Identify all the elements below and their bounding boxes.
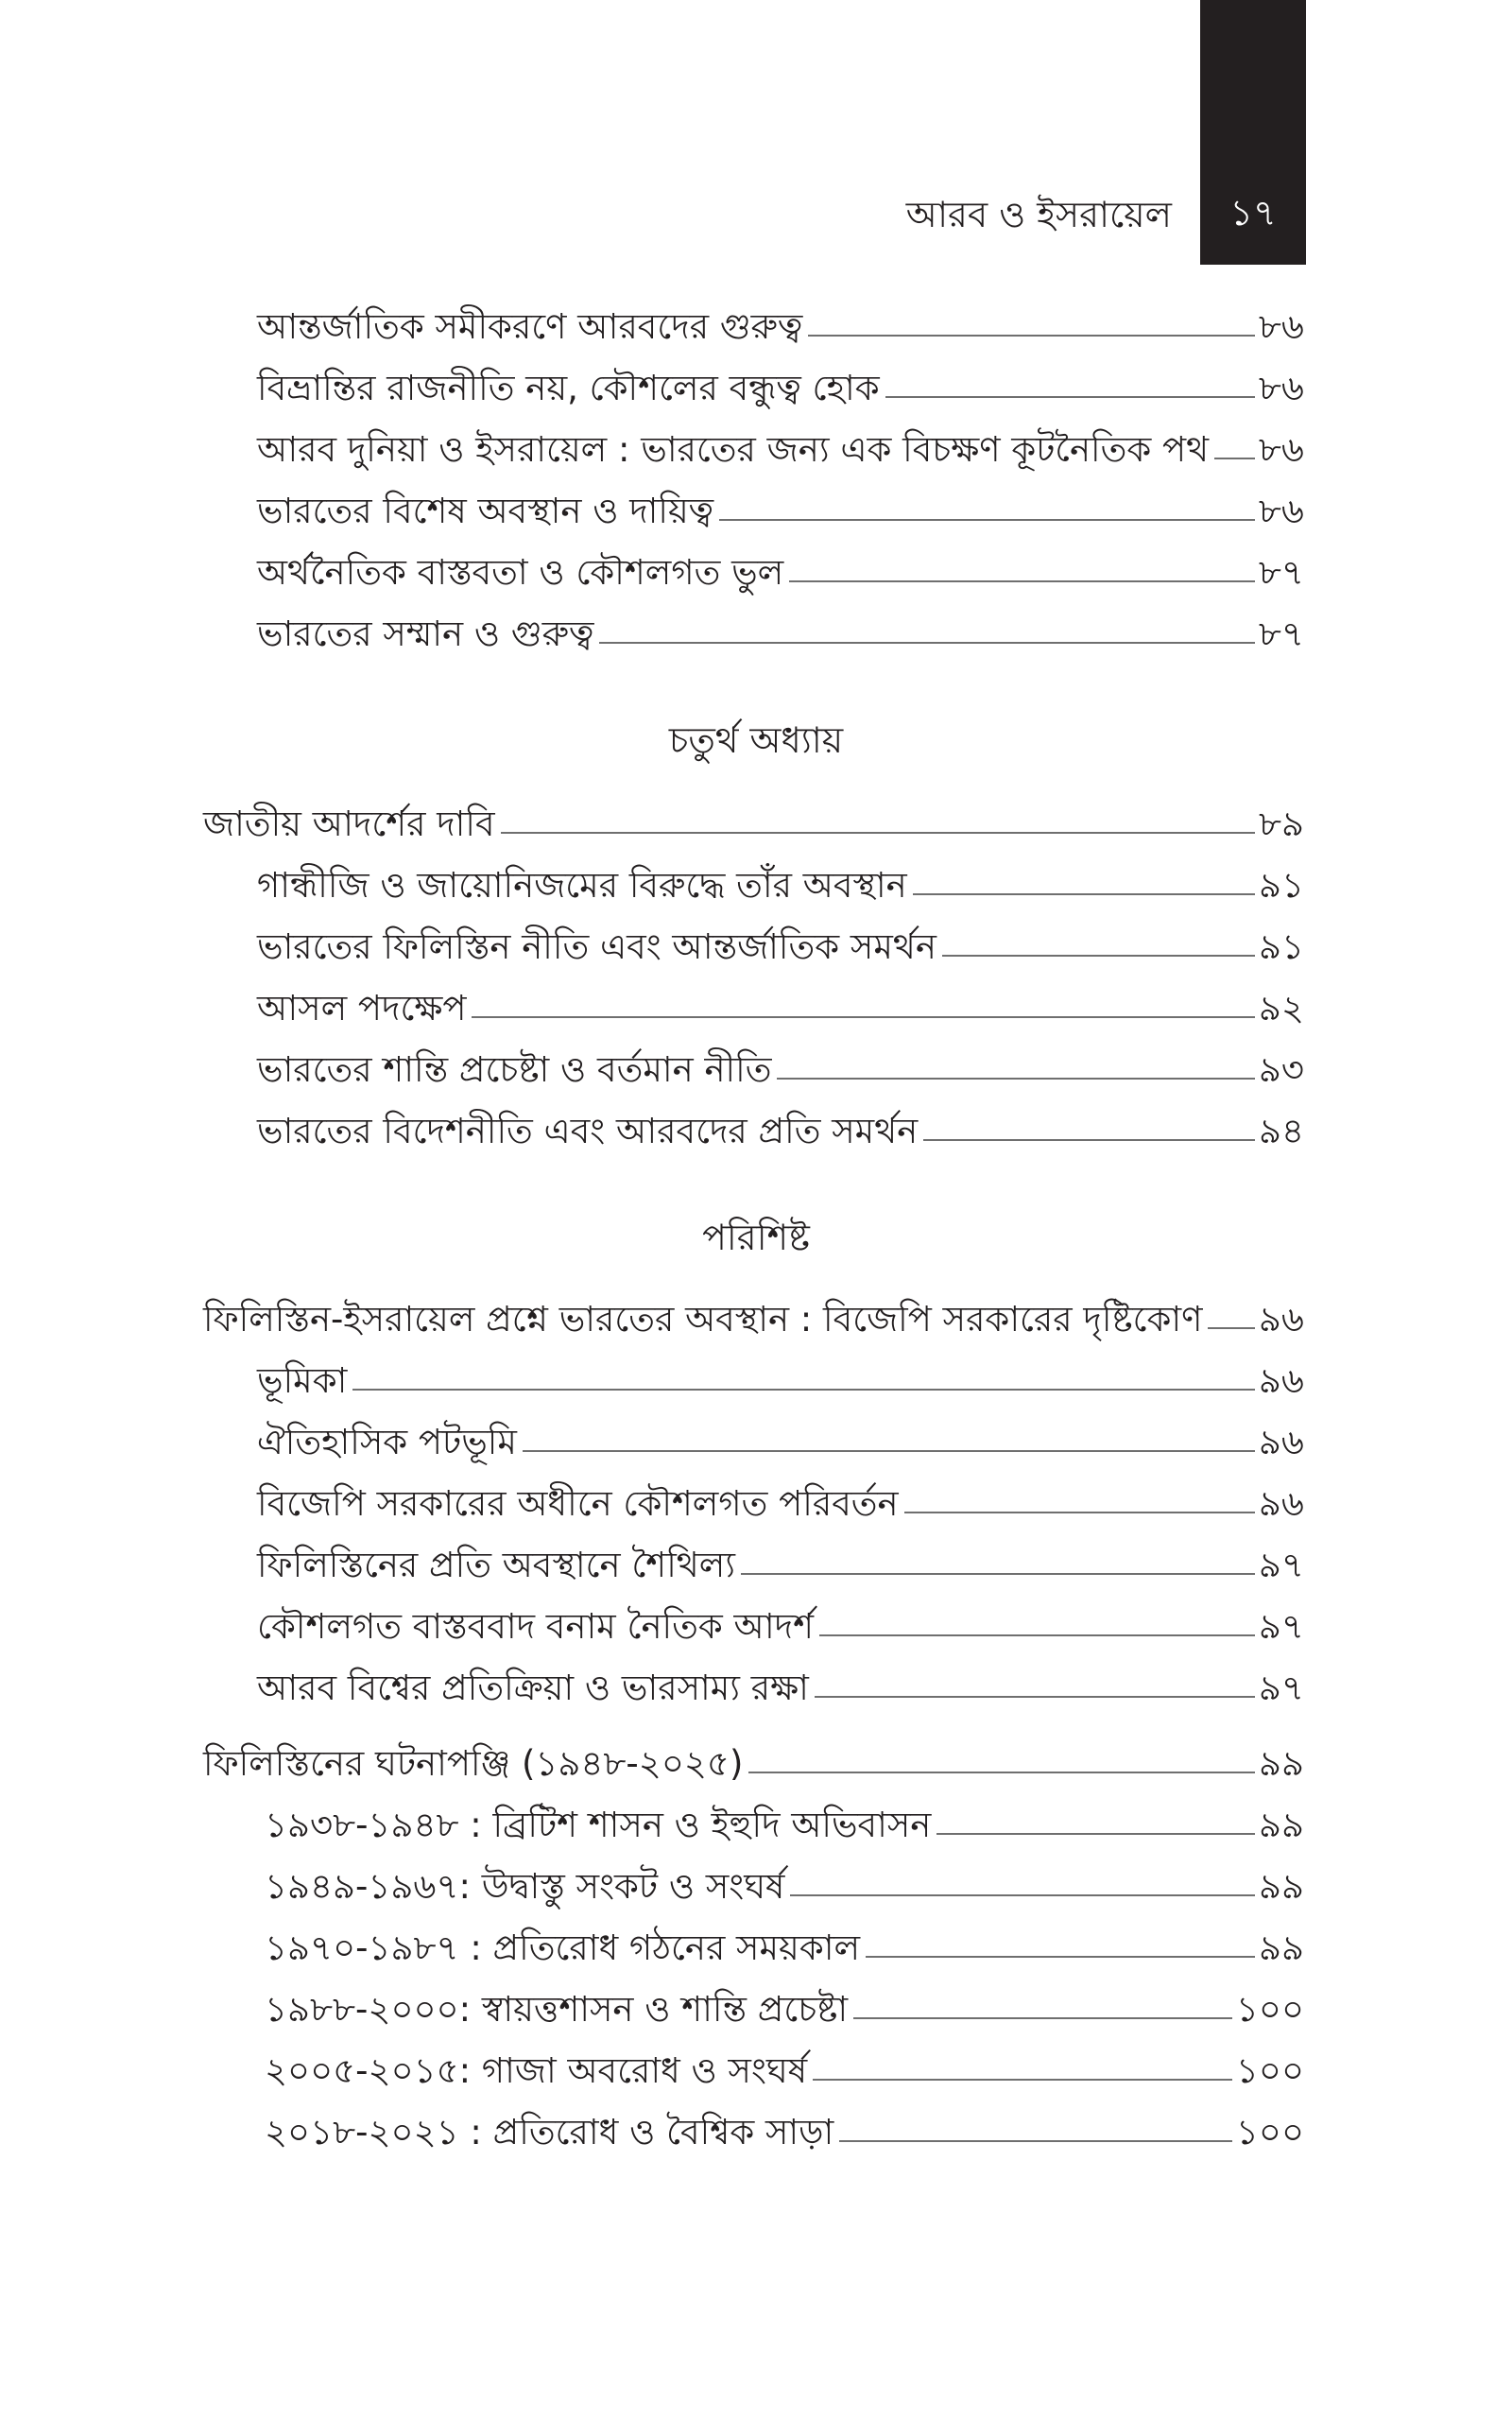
toc-entry[interactable] — [257, 1098, 1304, 1156]
toc-entry-page: ৮৭ — [1258, 614, 1304, 654]
toc-entry[interactable] — [257, 1593, 1304, 1651]
dot-leader — [815, 1696, 1255, 1698]
toc-entry-title: ভারতের সম্মান ও গুরুত্ব — [257, 614, 594, 654]
toc-entry-page: ১০০ — [1235, 2050, 1304, 2091]
toc-entry-page: ৯৯ — [1258, 1805, 1304, 1845]
dot-leader — [942, 955, 1255, 957]
toc-entry[interactable] — [257, 416, 1304, 475]
toc-entry[interactable] — [257, 293, 1304, 352]
dot-leader — [523, 1450, 1255, 1452]
toc-entry-page: ১০০ — [1235, 2112, 1304, 2152]
dot-leader — [913, 893, 1255, 895]
toc-entry[interactable] — [257, 1409, 1304, 1467]
toc-entry-page: ১০০ — [1235, 1989, 1304, 2030]
toc-entry-page: ৯১ — [1258, 926, 1304, 967]
toc-entry-page: ৯৭ — [1258, 1545, 1304, 1585]
toc-entry-page: ৯৯ — [1258, 1866, 1304, 1907]
toc-entry-page: ৯৬ — [1258, 1299, 1304, 1340]
toc-entry-page: ৯৭ — [1258, 1606, 1304, 1647]
toc-entry-main[interactable] — [203, 1286, 1304, 1344]
toc-entry-main[interactable] — [203, 1730, 1304, 1789]
toc-entry-title: অর্থনৈতিক বাস্তবতা ও কৌশলগত ভুল — [257, 552, 784, 593]
toc-entry-title: ১৯৪৯-১৯৬৭: উদ্বাস্তু সংকট ও সংঘর্ষ — [265, 1866, 785, 1907]
toc-entry[interactable] — [257, 1531, 1304, 1590]
dot-leader — [1214, 458, 1255, 459]
toc-entry[interactable] — [257, 852, 1304, 910]
dot-leader — [789, 580, 1255, 582]
running-header-title: আরব ও ইসরায়েল — [905, 194, 1172, 235]
toc-entry-title: ভূমিকা — [257, 1360, 348, 1401]
toc-entry[interactable] — [265, 2099, 1304, 2157]
toc-entry-title: ঐতিহাসিক পটভূমি — [257, 1422, 517, 1462]
dot-leader — [472, 1016, 1254, 1018]
dot-leader — [936, 1833, 1255, 1835]
dot-leader — [748, 1772, 1255, 1773]
toc-entry-page: ৯৬ — [1258, 1360, 1304, 1401]
toc-entry[interactable] — [257, 1470, 1304, 1529]
toc-entry-page: ৮৬ — [1258, 368, 1304, 408]
toc-entry-title: ভারতের বিশেষ অবস্থান ও দায়িত্ব — [257, 491, 714, 531]
dot-leader — [839, 2140, 1232, 2142]
dot-leader — [904, 1512, 1255, 1513]
dot-leader — [501, 832, 1255, 834]
toc-entry-title: ফিলিস্তিনের ঘটনাপঞ্জি (১৯৪৮-২০২৫) — [203, 1743, 744, 1784]
toc-entry-title: ২০১৮-২০২১ : প্রতিরোধ ও বৈশ্বিক সাড়া — [265, 2112, 834, 2152]
toc-entry-title: ভারতের শান্তি প্রচেষ্টা ও বর্তমান নীতি — [257, 1049, 772, 1090]
page-number: ১৭ — [1229, 192, 1277, 233]
toc-entry-title: আরব বিশ্বের প্রতিক্রিয়া ও ভারসাম্য রক্ষা — [257, 1668, 809, 1708]
dot-leader — [808, 335, 1255, 337]
dot-leader — [819, 1634, 1255, 1636]
toc-entry-page: ৯৩ — [1258, 1049, 1304, 1090]
appendix-heading: পরিশিষ্ট — [702, 1217, 810, 1258]
toc-entry-title: ভারতের বিদেশনীতি এবং আরবদের প্রতি সমর্থন — [257, 1111, 919, 1151]
toc-entry-title: ১৯৩৮-১৯৪৮ : ব্রিটিশ শাসন ও ইহুদি অভিবাসন — [265, 1805, 932, 1845]
toc-entry[interactable] — [257, 1347, 1304, 1406]
toc-entry[interactable] — [257, 1654, 1304, 1713]
dot-leader — [923, 1139, 1255, 1141]
toc-entry-page: ৯৯ — [1258, 1927, 1304, 1968]
dot-leader — [885, 396, 1255, 398]
toc-entry-main[interactable] — [203, 790, 1304, 849]
toc-entry-title: ফিলিস্তিনের প্রতি অবস্থানে শৈথিল্য — [257, 1545, 736, 1585]
toc-entry-page: ৯৬ — [1258, 1422, 1304, 1462]
toc-entry[interactable] — [257, 1036, 1304, 1095]
toc-entry-title: ভারতের ফিলিস্তিন নীতি এবং আন্তর্জাতিক সমর্থন — [257, 926, 936, 967]
toc-entry[interactable] — [257, 600, 1304, 659]
dot-leader — [719, 519, 1255, 521]
toc-entry[interactable] — [257, 913, 1304, 972]
toc-entry[interactable] — [265, 1914, 1304, 1973]
toc-entry-page: ৯৯ — [1258, 1743, 1304, 1784]
toc-entry[interactable] — [265, 1853, 1304, 1911]
toc-entry-title: আন্তর্জাতিক সমীকরণে আরবদের গুরুত্ব — [257, 306, 803, 347]
toc-entry-title: কৌশলগত বাস্তববাদ বনাম নৈতিক আদর্শ — [257, 1606, 815, 1647]
toc-entry-title: ১৯৮৮-২০০০: স্বায়ত্তশাসন ও শান্তি প্রচেষ্টা — [265, 1989, 849, 2030]
dot-leader — [866, 1956, 1255, 1958]
dot-leader — [741, 1573, 1255, 1575]
toc-entry-title: বিভ্রান্তির রাজনীতি নয়, কৌশলের বন্ধুত্ব হোক — [257, 368, 880, 408]
toc-entry[interactable] — [265, 1791, 1304, 1850]
toc-entry-title: বিজেপি সরকারের অধীনে কৌশলগত পরিবর্তন — [257, 1483, 899, 1524]
toc-entry-page: ৮৭ — [1258, 552, 1304, 593]
toc-entry-title: আসল পদক্ষেপ — [257, 988, 467, 1028]
dot-leader — [853, 2017, 1232, 2019]
toc-entry-page: ৯৪ — [1258, 1111, 1304, 1151]
toc-entry[interactable] — [257, 539, 1304, 597]
toc-entry-title: ১৯৭০-১৯৮৭ : প্রতিরোধ গঠনের সময়কাল — [265, 1927, 861, 1968]
toc-entry[interactable] — [257, 975, 1304, 1033]
toc-entry-page: ৮৬ — [1258, 306, 1304, 347]
toc-entry-page: ৯১ — [1258, 865, 1304, 906]
toc-entry[interactable] — [265, 2037, 1304, 2096]
toc-entry-page: ৯৬ — [1258, 1483, 1304, 1524]
dot-leader — [599, 642, 1255, 644]
dot-leader — [1208, 1327, 1254, 1329]
dot-leader — [813, 2079, 1232, 2081]
toc-entry-title: ২০০৫-২০১৫: গাজা অবরোধ ও সংঘর্ষ — [265, 2050, 808, 2091]
toc-entry-title: জাতীয় আদর্শের দাবি — [203, 804, 495, 844]
toc-entry-page: ৮৯ — [1258, 804, 1304, 844]
dot-leader — [790, 1894, 1255, 1896]
toc-entry-page: ৮৬ — [1258, 429, 1304, 470]
toc-entry-page: ৯৭ — [1258, 1668, 1304, 1708]
toc-entry-title: আরব দুনিয়া ও ইসরায়েল : ভারতের জন্য এক বিচক্ষণ কূটনৈতিক পথ — [257, 429, 1210, 470]
toc-entry[interactable] — [265, 1976, 1304, 2034]
toc-entry-page: ৯২ — [1258, 988, 1304, 1028]
toc-entry-title: ফিলিস্তিন-ইসরায়েল প্রশ্নে ভারতের অবস্থান : বিজেপি সরকারের দৃষ্টিকোণ — [203, 1299, 1203, 1340]
toc-entry-page: ৮৬ — [1258, 491, 1304, 531]
toc-entry-title: গান্ধীজি ও জায়োনিজমের বিরুদ্ধে তাঁর অবস্থান — [257, 865, 907, 906]
chapter-heading: চতুর্থ অধ্যায় — [668, 719, 844, 761]
dot-leader — [352, 1389, 1255, 1391]
toc-entry[interactable] — [257, 477, 1304, 536]
dot-leader — [777, 1078, 1254, 1080]
toc-entry[interactable] — [257, 354, 1304, 413]
